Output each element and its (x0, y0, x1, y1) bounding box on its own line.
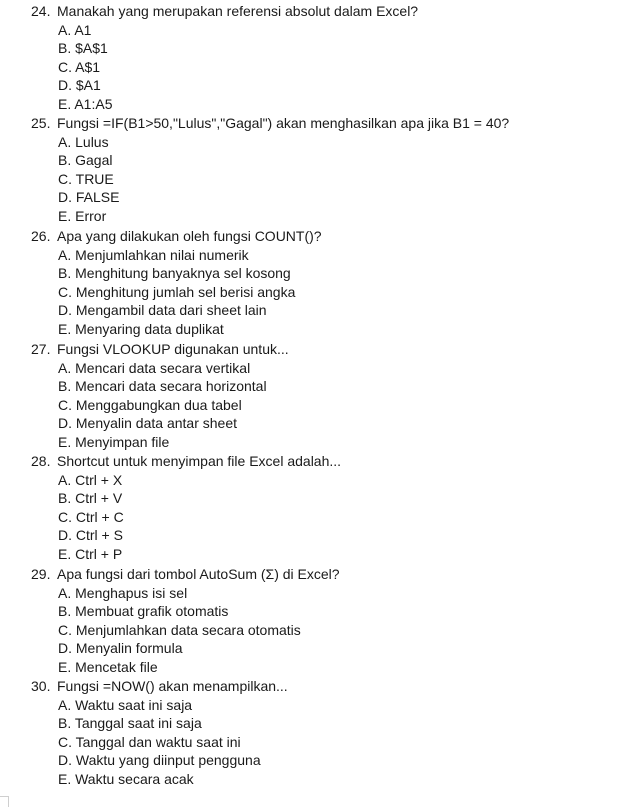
option-b: B. Mencari data secara horizontal (58, 378, 267, 394)
question-24 (31, 2, 611, 113)
option-a: A. Menghapus isi sel (58, 584, 188, 601)
option-d: D. Mengambil data dari sheet lain (58, 302, 267, 318)
question-header (31, 227, 611, 246)
option-e: E. Menyimpan file (58, 433, 170, 450)
question-header (31, 677, 611, 696)
question-header (31, 565, 611, 584)
option-d: D. FALSE (58, 189, 120, 205)
option-c: C. TRUE (58, 170, 114, 187)
option-b: B. Gagal (58, 152, 113, 168)
question-29 (31, 565, 611, 676)
question-text: Manakah yang merupakan referensi absolut dalam Excel? (57, 3, 419, 19)
question-number: 26. (31, 228, 51, 244)
question-text: Fungsi =NOW() akan menampilkan... (57, 678, 288, 694)
option-e: E. Error (58, 207, 107, 224)
question-text: Fungsi =IF(B1>50,"Lulus","Gagal") akan menghasilkan apa jika B1 = 40? (57, 115, 510, 131)
option-e: E. Mencetak file (58, 658, 158, 675)
question-text: Apa fungsi dari tombol AutoSum (Σ) di Excel? (57, 566, 340, 582)
option-a: A. A1 (58, 21, 92, 38)
question-number: 25. (31, 115, 51, 131)
question-header (31, 340, 611, 359)
option-a: A. Menjumlahkan nilai numerik (58, 246, 249, 263)
question-text: Apa yang dilakukan oleh fungsi COUNT()? (57, 228, 322, 244)
option-a: A. Lulus (58, 133, 109, 150)
option-d: D. Menyalin data antar sheet (58, 415, 237, 431)
option-c: C. Menggabungkan dua tabel (58, 396, 242, 413)
option-a: A. Waktu saat ini saja (58, 696, 193, 713)
option-d: D. Ctrl + S (58, 527, 123, 543)
question-25 (31, 114, 611, 225)
option-a: A. Ctrl + X (58, 471, 123, 488)
question-30 (31, 677, 611, 788)
option-d: D. Menyalin formula (58, 640, 183, 656)
option-c: C. Ctrl + C (58, 508, 124, 525)
question-26 (31, 227, 611, 338)
option-b: B. Menghitung banyaknya sel kosong (58, 265, 291, 281)
option-e: E. Waktu secara acak (58, 770, 194, 787)
option-d: D. $A1 (58, 77, 101, 93)
question-text: Shortcut untuk menyimpan file Excel adalah... (57, 453, 342, 469)
option-b: B. $A$1 (58, 40, 108, 56)
question-number: 27. (31, 341, 51, 357)
option-b: B. Ctrl + V (58, 490, 123, 506)
question-27 (31, 340, 611, 451)
question-number: 29. (31, 566, 51, 582)
option-c: C. A$1 (58, 58, 101, 75)
question-header (31, 2, 611, 21)
option-b: B. Tanggal saat ini saja (58, 715, 202, 731)
question-header (31, 114, 611, 133)
question-text: Fungsi VLOOKUP digunakan untuk... (57, 341, 289, 357)
option-c: C. Menghitung jumlah sel berisi angka (58, 283, 296, 300)
question-number: 30. (31, 678, 51, 694)
question-28 (31, 452, 611, 563)
option-e: E. Menyaring data duplikat (58, 320, 224, 337)
question-number: 24. (31, 3, 51, 19)
option-a: A. Mencari data secara vertikal (58, 359, 251, 376)
question-number: 28. (31, 453, 51, 469)
page-corner-mark (0, 796, 9, 807)
option-b: B. Membuat grafik otomatis (58, 603, 229, 619)
option-c: C. Tanggal dan waktu saat ini (58, 733, 241, 750)
option-e: E. Ctrl + P (58, 545, 123, 562)
option-c: C. Menjumlahkan data secara otomatis (58, 621, 301, 638)
option-d: D. Waktu yang diinput pengguna (58, 752, 261, 768)
option-e: E. A1:A5 (58, 95, 113, 112)
question-header (31, 452, 611, 471)
